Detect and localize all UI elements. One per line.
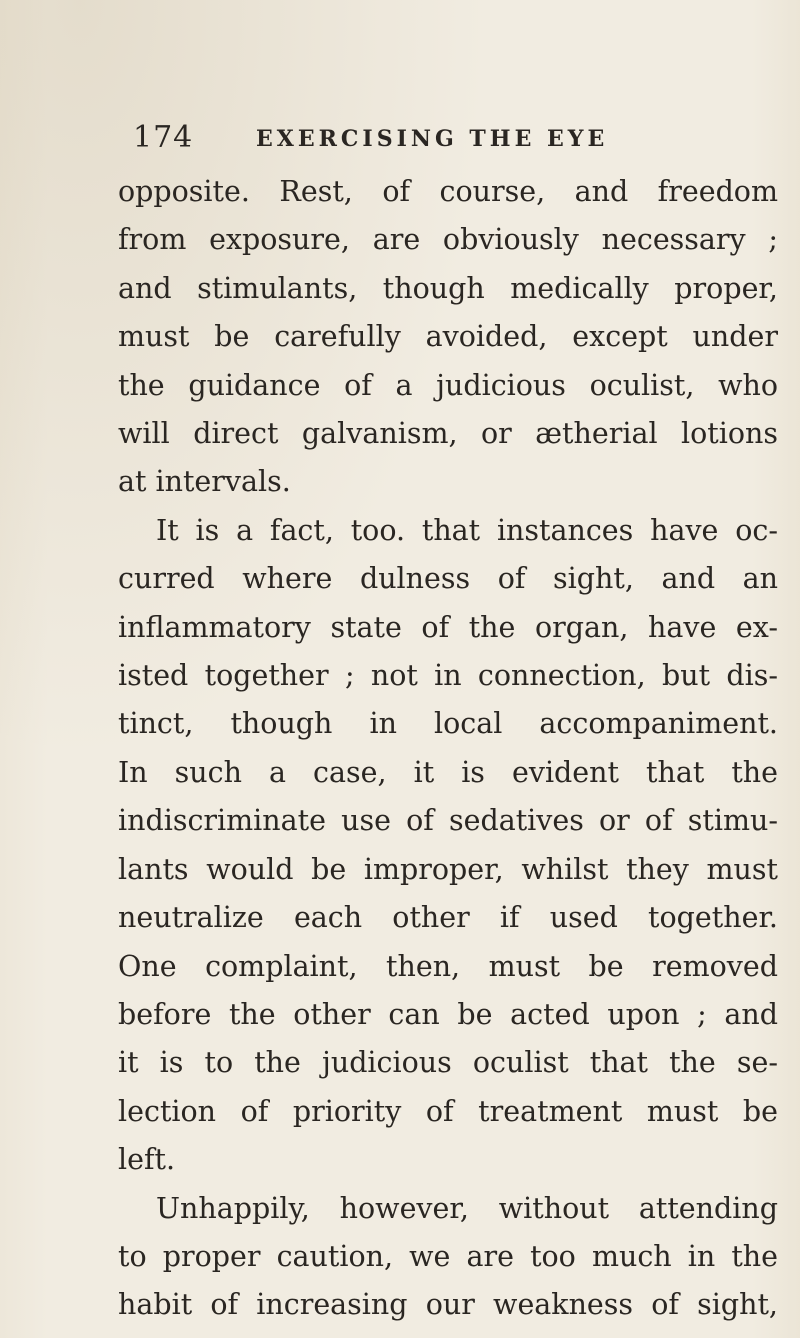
- page-number: 174: [133, 120, 194, 155]
- text-line: opposite. Rest, of course, and freedom: [118, 175, 778, 208]
- text-line: inflammatory state of the organ, have ex-: [118, 610, 778, 644]
- text-line: and stimulants, though medically proper,: [118, 271, 778, 305]
- text-line: from exposure, are obviously necessary ;: [118, 223, 778, 257]
- text-line: neutralize each other if used together.: [118, 901, 778, 935]
- text-line: left.: [118, 1143, 176, 1177]
- text-line: it is to the judicious oculist that the se-: [118, 1046, 778, 1080]
- text-line: tinct, though in local accompaniment.: [118, 707, 778, 741]
- text-line: lection of priority of treatment must be: [118, 1094, 778, 1128]
- text-line: will direct galvanism, or ætherial lotions: [118, 417, 778, 451]
- text-line: must be carefully avoided, except under: [118, 320, 778, 354]
- page-header: [133, 120, 773, 160]
- text-line: habit of increasing our weakness of sight,: [118, 1288, 778, 1322]
- text-line: Unhappily, however, without attending: [156, 1191, 778, 1225]
- text-line: indiscriminate use of sedatives or of stimu-: [118, 804, 778, 838]
- text-line: at intervals.: [118, 465, 291, 499]
- text-line: before the other can be acted upon ; and: [118, 997, 778, 1031]
- text-line: In such a case, it is evident that the: [118, 755, 778, 789]
- text-line: curred where dulness of sight, and an: [118, 562, 778, 596]
- text-line: It is a fact, too. that instances have oc-: [156, 513, 778, 547]
- text-line: lants would be improper, whilst they must: [118, 852, 778, 886]
- body-text: [118, 168, 778, 1330]
- text-line: One complaint, then, must be removed: [118, 949, 778, 983]
- text-line: the guidance of a judicious oculist, who: [118, 368, 778, 402]
- text-line: isted together ; not in connection, but dis-: [118, 659, 778, 693]
- running-head: EXERCISING THE EYE: [256, 126, 609, 152]
- text-line: to proper caution, we are too much in the: [118, 1239, 778, 1273]
